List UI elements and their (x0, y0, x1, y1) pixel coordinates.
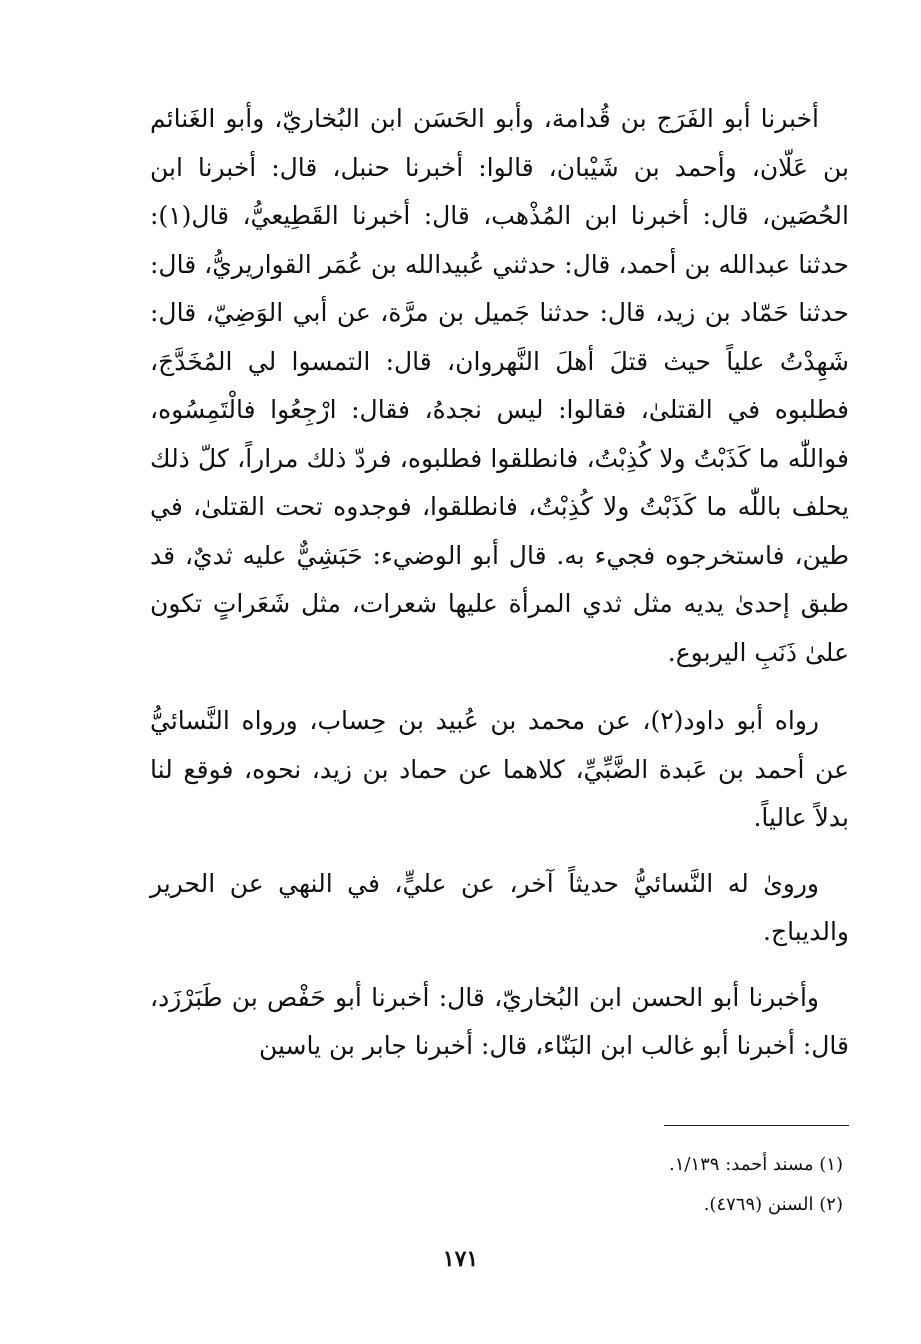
page-number: ١٧١ (442, 1246, 479, 1272)
main-text (150, 95, 849, 1088)
paragraph-nasai: وروىٰ له النَّسائيُّ حديثاً آخر، عن عليٍّ، في النهي عن الحرير والديباج. (150, 868, 849, 946)
footnotes (150, 1145, 843, 1225)
paragraph-hadith-chain: أخبرنا أبو الفَرَج بن قُدامة، وأبو الحَسَن ابن البُخاريّ، وأبو الغَنائم بن عَلّان، وأحمد بن شَيْبان، قالوا: أخبرنا حنبل، قال: أخبرنا ابن الحُصَين، قال: أخبرنا ابن المُذْهب، قال: أخبرنا القَطِيعيُّ، قال(١): حدثنا عبدالله بن أحمد، قال: حدثني عُبيدالله بن عُمَر القواريريُّ، قال: حدثنا حَمّاد بن زيد، قال: حدثنا جَميل بن مرَّة، عن أبي الوَضِيّ، قال: شَهِدْتُ علياً حيث قتلَ أهلَ النَّهروان، قال: التمسوا لي المُخَدَّجَ، فطلبوه في القتلىٰ، فقالوا: ليس نجدهُ، فقال: ارْجِعُوا فالْتَمِسُوه، فواللّٰه ما كَذَبْتُ ولا كُذِبْتُ، فانطلقوا فطلبوه، فردّ ذلك مراراً، كلّ ذلك يحلف باللّٰه ما كَذَبْتُ ولا كُذِبْتُ، فانطلقوا، فوجدوه تحت القتلىٰ، في طين، فاستخرجوه فجيء به. قال أبو الوضيء: حَبَشِيٌّ عليه ثديٌ، قد طبق إحدىٰ يديه مثل ثدي المرأة عليها شعرات، مثل شَعَراتٍ تكون علىٰ ذَنَبِ اليربوع. (150, 104, 849, 667)
footnote-divider (664, 1125, 849, 1126)
footnote-2: (٢) السنن (٤٧٦٩). (703, 1194, 843, 1215)
paragraph-abu-dawud: رواه أبو داود(٢)، عن محمد بن عُبيد بن حِساب، ورواه النَّسائيُّ عن أحمد بن عَبدة الضَّبِّيِّ، كلاهما عن حماد بن زيد، نحوه، فوقع لنا بدلاً عالياً. (150, 706, 849, 832)
footnote-1: (١) مسند أحمد: ١/١٣٩. (668, 1154, 843, 1175)
paragraph-ibn-bukhari: وأخبرنا أبو الحسن ابن البُخاريّ، قال: أخبرنا أبو حَفْص بن طَبَرْزَد، قال: أخبرنا أبو غالب ابن البَنّاء، قال: أخبرنا جابر بن ياسين (150, 982, 849, 1060)
